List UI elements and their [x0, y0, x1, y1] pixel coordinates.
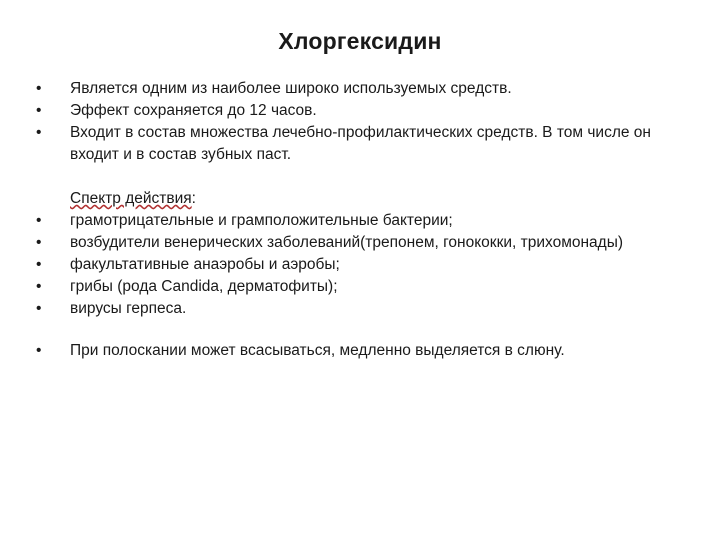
spectrum-heading-colon: : — [191, 190, 196, 207]
list-item — [30, 122, 680, 166]
list-item — [30, 254, 680, 276]
spectrum-item: вирусы герпеса. — [70, 300, 187, 317]
spectrum-heading-text: Спектр действия — [70, 190, 192, 207]
bullet-text: Является одним из наиболее широко используемых средств. — [70, 80, 512, 97]
spectrum-item: грамотрицательные и грамположительные бактерии; — [70, 212, 453, 229]
bullet-text: Входит в состав множества лечебно-профилактических средств. В том числе он входит и в состав зубных паст. — [70, 124, 651, 163]
bullet-icon: • — [36, 342, 42, 359]
bullet-icon: • — [36, 124, 42, 141]
list-item — [30, 100, 680, 122]
spectrum-item: грибы (рода Candida, дерматофиты); — [70, 278, 338, 295]
bullet-icon: • — [36, 234, 42, 251]
list-item — [30, 232, 680, 254]
spectrum-item: возбудители венерических заболеваний(трепонем, гонококки, трихомонады) — [70, 234, 624, 251]
bullet-icon: • — [36, 212, 42, 229]
bullet-text: Эффект сохраняется до 12 часов. — [70, 102, 317, 119]
bullet-icon: • — [36, 80, 42, 97]
list-item — [30, 340, 680, 362]
spectrum-heading — [30, 188, 680, 210]
bullet-icon: • — [36, 256, 42, 273]
bullet-icon: • — [36, 278, 42, 295]
bullet-text: При полоскании может всасываться, медленно выделяется в слюну. — [70, 342, 565, 359]
spectrum-item: факультативные анаэробы и аэробы; — [70, 256, 340, 273]
list-item — [30, 298, 680, 320]
bullet-icon: • — [36, 300, 42, 317]
bullet-list — [30, 78, 680, 362]
list-item — [30, 210, 680, 232]
list-item — [30, 276, 680, 298]
list-item — [30, 78, 680, 100]
bullet-icon: • — [36, 102, 42, 119]
slide-title: Хлоргексидин — [278, 28, 442, 54]
